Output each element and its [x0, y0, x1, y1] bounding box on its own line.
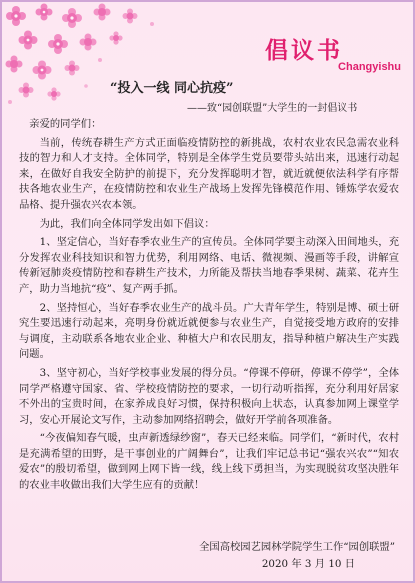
paragraph-intro: 当前，传统春耕生产方式正面临疫情防控的新挑战，农村农业农民急需农业科技的智力和人才支持。全体同学，特别是全体学生党员要带头站出来，迅速行动起来，在做好自我安全防护的前提下，充分发挥聪明才智，就近就便依法科学有序帮扶各地农业生产，在疫情防控和农业生产战场上发挥先锋模范作用、锤炼学农爱农品格、提升强农兴农本领。 [19, 136, 399, 211]
page-title-english: Changyishu [338, 61, 401, 73]
paragraph-proposal: 为此，我们向全体同学发出如下倡议： [39, 217, 215, 230]
paragraph-point-2: 2、坚持恒心，当好春季农业生产的战斗员。广大青年学生，特别是博、硕士研究生要迅速行动起来，亮明身份就近就便参与农业生产，自觉接受地方政府的安排与调度，主动联系各地农业企业、种植大户和农民朋友，指导种植户解决生产实践问题。 [19, 301, 399, 361]
letter-body [19, 117, 399, 497]
paragraph-point-3: 3、坚守初心，当好学校事业发展的得分员。“停课不停研，停课不停学”，全体同学严格遵守国家、省、学校疫情防控的要求，一切行动听指挥，充分利用好居家不外出的宝贵时间，在家养成良好习惯，保持积极向上状态，认真参加网上课堂学习，安心开展论文写作，主动参加网络招聘会，做好开学前各项准备。 [19, 366, 399, 426]
paragraph-point-1: 1、坚定信心，当好春季农业生产的宣传员。全体同学要主动深入田间地头，充分发挥农业科技知识和智力优势，利用网络、电话、微视频、漫画等手段，讲解宣传新冠肺炎疫情防控和春耕生产技术，力所能及帮扶当地春季果树、蔬菜、花卉生产，助力当地抗“疫”、复产两手抓。 [19, 236, 399, 295]
salutation: 亲爱的同学们： [29, 118, 102, 130]
subheadline: ——致“园创联盟”大学生的一封倡议书 [187, 103, 358, 114]
paragraph-closing: “今夜偏知春气暖，虫声新透绿纱窗”，春天已经来临。同学们，“新时代，农村是充满希望的田野，是干事创业的广阔舞台”，让我们牢记总书记“强农兴农”“知农爱农”的殷切希望，做到网上网下皆一线，线上线下勇担当，为实现脱贫攻坚决胜年的农业丰收做出我们大学生应有的贡献！ [19, 432, 399, 492]
headline: “投入一线 同心抗疫” [110, 81, 234, 96]
signature-date: 2020 年 3 月 10 日 [261, 558, 355, 570]
page-title: 倡议书 [265, 37, 343, 64]
signature-organization: 全国高校园艺园林学院学生工作“园创联盟” [199, 541, 395, 553]
